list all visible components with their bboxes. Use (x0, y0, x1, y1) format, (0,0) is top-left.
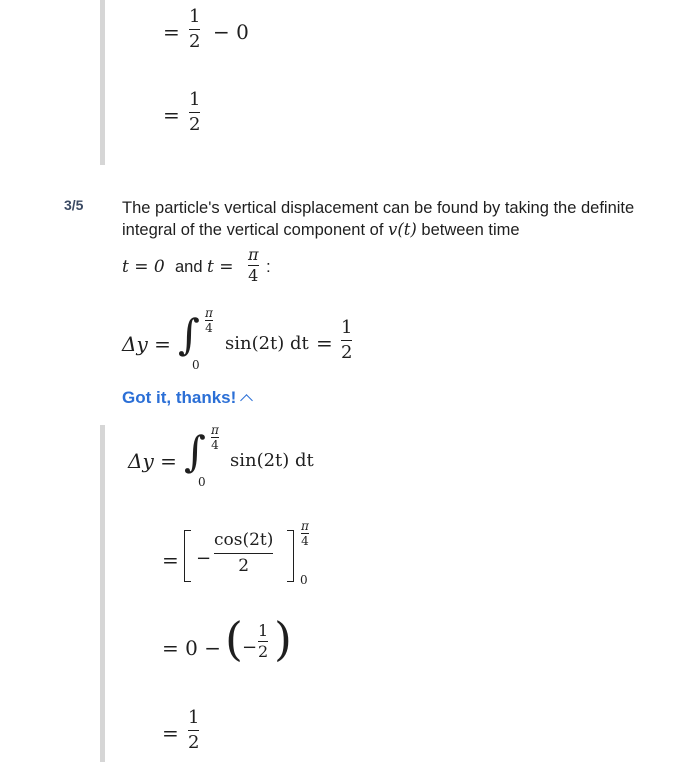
exp3-lead: = 0 − (162, 636, 221, 660)
exp-upper-limit: π 4 (211, 423, 219, 452)
step-counter: 3/5 (64, 197, 84, 213)
v-of-t: v(t) (388, 220, 417, 239)
exp3-fraction: 1 2 (258, 621, 269, 661)
explanation-sentence: The particle's vertical displacement can be found by taking the definite integral of the vertical component of (122, 199, 635, 239)
result-fraction: 1 2 (341, 317, 353, 363)
top-eq1-rest: − 0 (213, 20, 249, 44)
exp-integral-sign: ∫ (184, 427, 206, 476)
exp2-lower-limit: 0 (300, 573, 308, 587)
integral-sign: ∫ (178, 310, 200, 359)
colon: : (266, 257, 271, 276)
upper-limit: π 4 (205, 306, 213, 335)
result-equals: = (316, 331, 333, 355)
top-left-bar (100, 0, 105, 165)
top-eq2-fraction: 1 2 (189, 89, 201, 135)
exp2-fraction: cos(2t) 2 (214, 530, 274, 576)
exp4-fraction: 1 2 (188, 707, 200, 753)
exp3-right-paren: ) (274, 612, 292, 666)
explanation-text (122, 197, 642, 241)
exp2-minus: − (196, 548, 212, 569)
exp4-equals: = (162, 721, 179, 745)
pi-over-four: π 4 (248, 245, 259, 285)
exp-integrand: sin(2t) dt (230, 450, 314, 471)
exp3-left-paren: ( (225, 612, 243, 666)
and-word: and (175, 258, 203, 276)
top-eq2-equals: = (163, 103, 180, 127)
t-eq-zero: t = 0 (122, 257, 165, 277)
integrand: sin(2t) dt (225, 333, 309, 354)
exp3-minus: − (242, 637, 258, 658)
right-bracket (287, 530, 294, 582)
top-eq1-equals: = (163, 20, 180, 44)
t-eq: t = (207, 257, 234, 277)
exp-lower-limit: 0 (198, 475, 206, 489)
explanation-tail: between time (421, 221, 520, 239)
exp-delta-y: Δy = (128, 449, 177, 473)
lower-limit: 0 (192, 358, 200, 372)
bottom-left-bar (100, 425, 105, 762)
delta-y-lhs: Δy = (122, 332, 171, 356)
exp2-equals: = (162, 548, 179, 572)
exp2-upper-limit: π 4 (301, 519, 309, 548)
got-it-label[interactable]: Got it, thanks! (122, 388, 237, 407)
got-it-toggle[interactable] (122, 388, 251, 408)
chevron-up-icon[interactable] (240, 394, 253, 407)
left-bracket (184, 530, 191, 582)
top-eq1-fraction: 1 2 (189, 6, 201, 52)
